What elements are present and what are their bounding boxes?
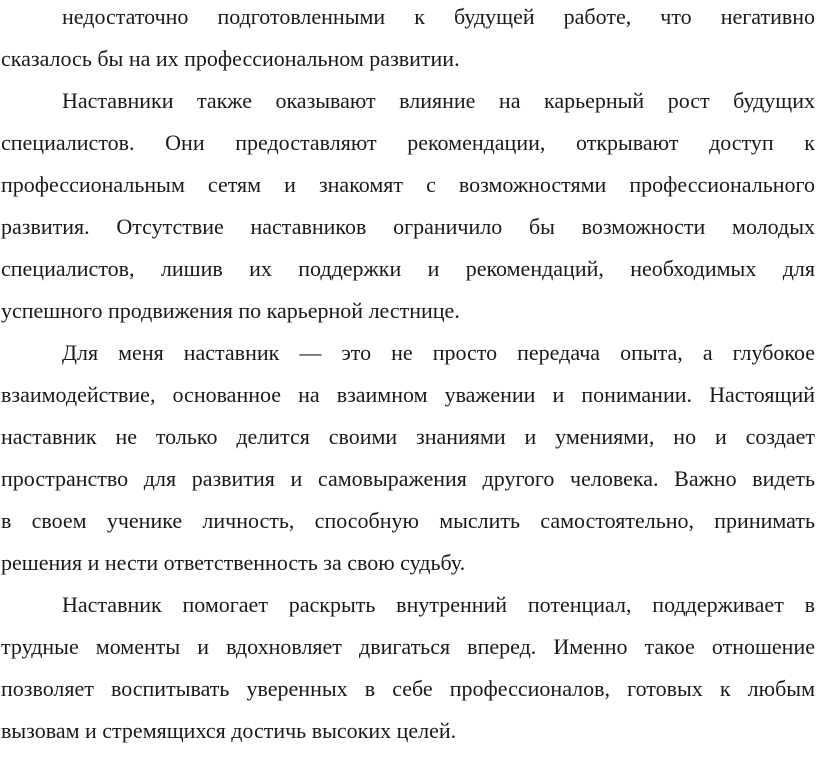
text-line: успешного продвижения по карьерной лестнице. (1, 298, 460, 323)
text-line: сказалось бы на их профессиональном развитии. (1, 46, 460, 71)
text-line: Для меня наставник — это не просто передача опыта, а глубокое (62, 340, 815, 365)
text-line: вызовам и стремящихся достичь высоких целей. (1, 718, 457, 743)
text-line: пространство для развития и самовыражения другого человека. Важно видеть (1, 466, 815, 491)
paragraph-mentor-meaning (1, 332, 815, 584)
text-line: решения и нести ответственность за свою судьбу. (1, 550, 466, 575)
text-line: недостаточно подготовленными к будущей работе, что негативно (62, 4, 815, 29)
text-line: Наставник помогает раскрыть внутренний потенциал, поддерживает в (62, 592, 815, 617)
text-line: Наставники также оказывают влияние на карьерный рост будущих (62, 88, 815, 113)
paragraph-continuation (1, 0, 815, 80)
text-line: профессиональным сетям и знакомят с возможностями профессионального (1, 172, 815, 197)
text-line: трудные моменты и вдохновляет двигаться вперед. Именно такое отношение (1, 634, 815, 659)
text-line: в своем ученике личность, способную мыслить самостоятельно, принимать (1, 508, 815, 533)
paragraph-mentors-career (1, 80, 815, 332)
text-line: наставник не только делится своими знаниями и умениями, но и создает (1, 424, 815, 449)
text-line: взаимодействие, основанное на взаимном уважении и понимании. Настоящий (1, 382, 815, 407)
paragraph-mentor-support (1, 584, 815, 752)
text-line: позволяет воспитывать уверенных в себе профессионалов, готовых к любым (1, 676, 815, 701)
text-line: развития. Отсутствие наставников ограничило бы возможности молодых (1, 214, 815, 239)
text-line: специалистов. Они предоставляют рекомендации, открывают доступ к (1, 130, 815, 155)
text-line: специалистов, лишив их поддержки и рекомендаций, необходимых для (1, 256, 815, 281)
